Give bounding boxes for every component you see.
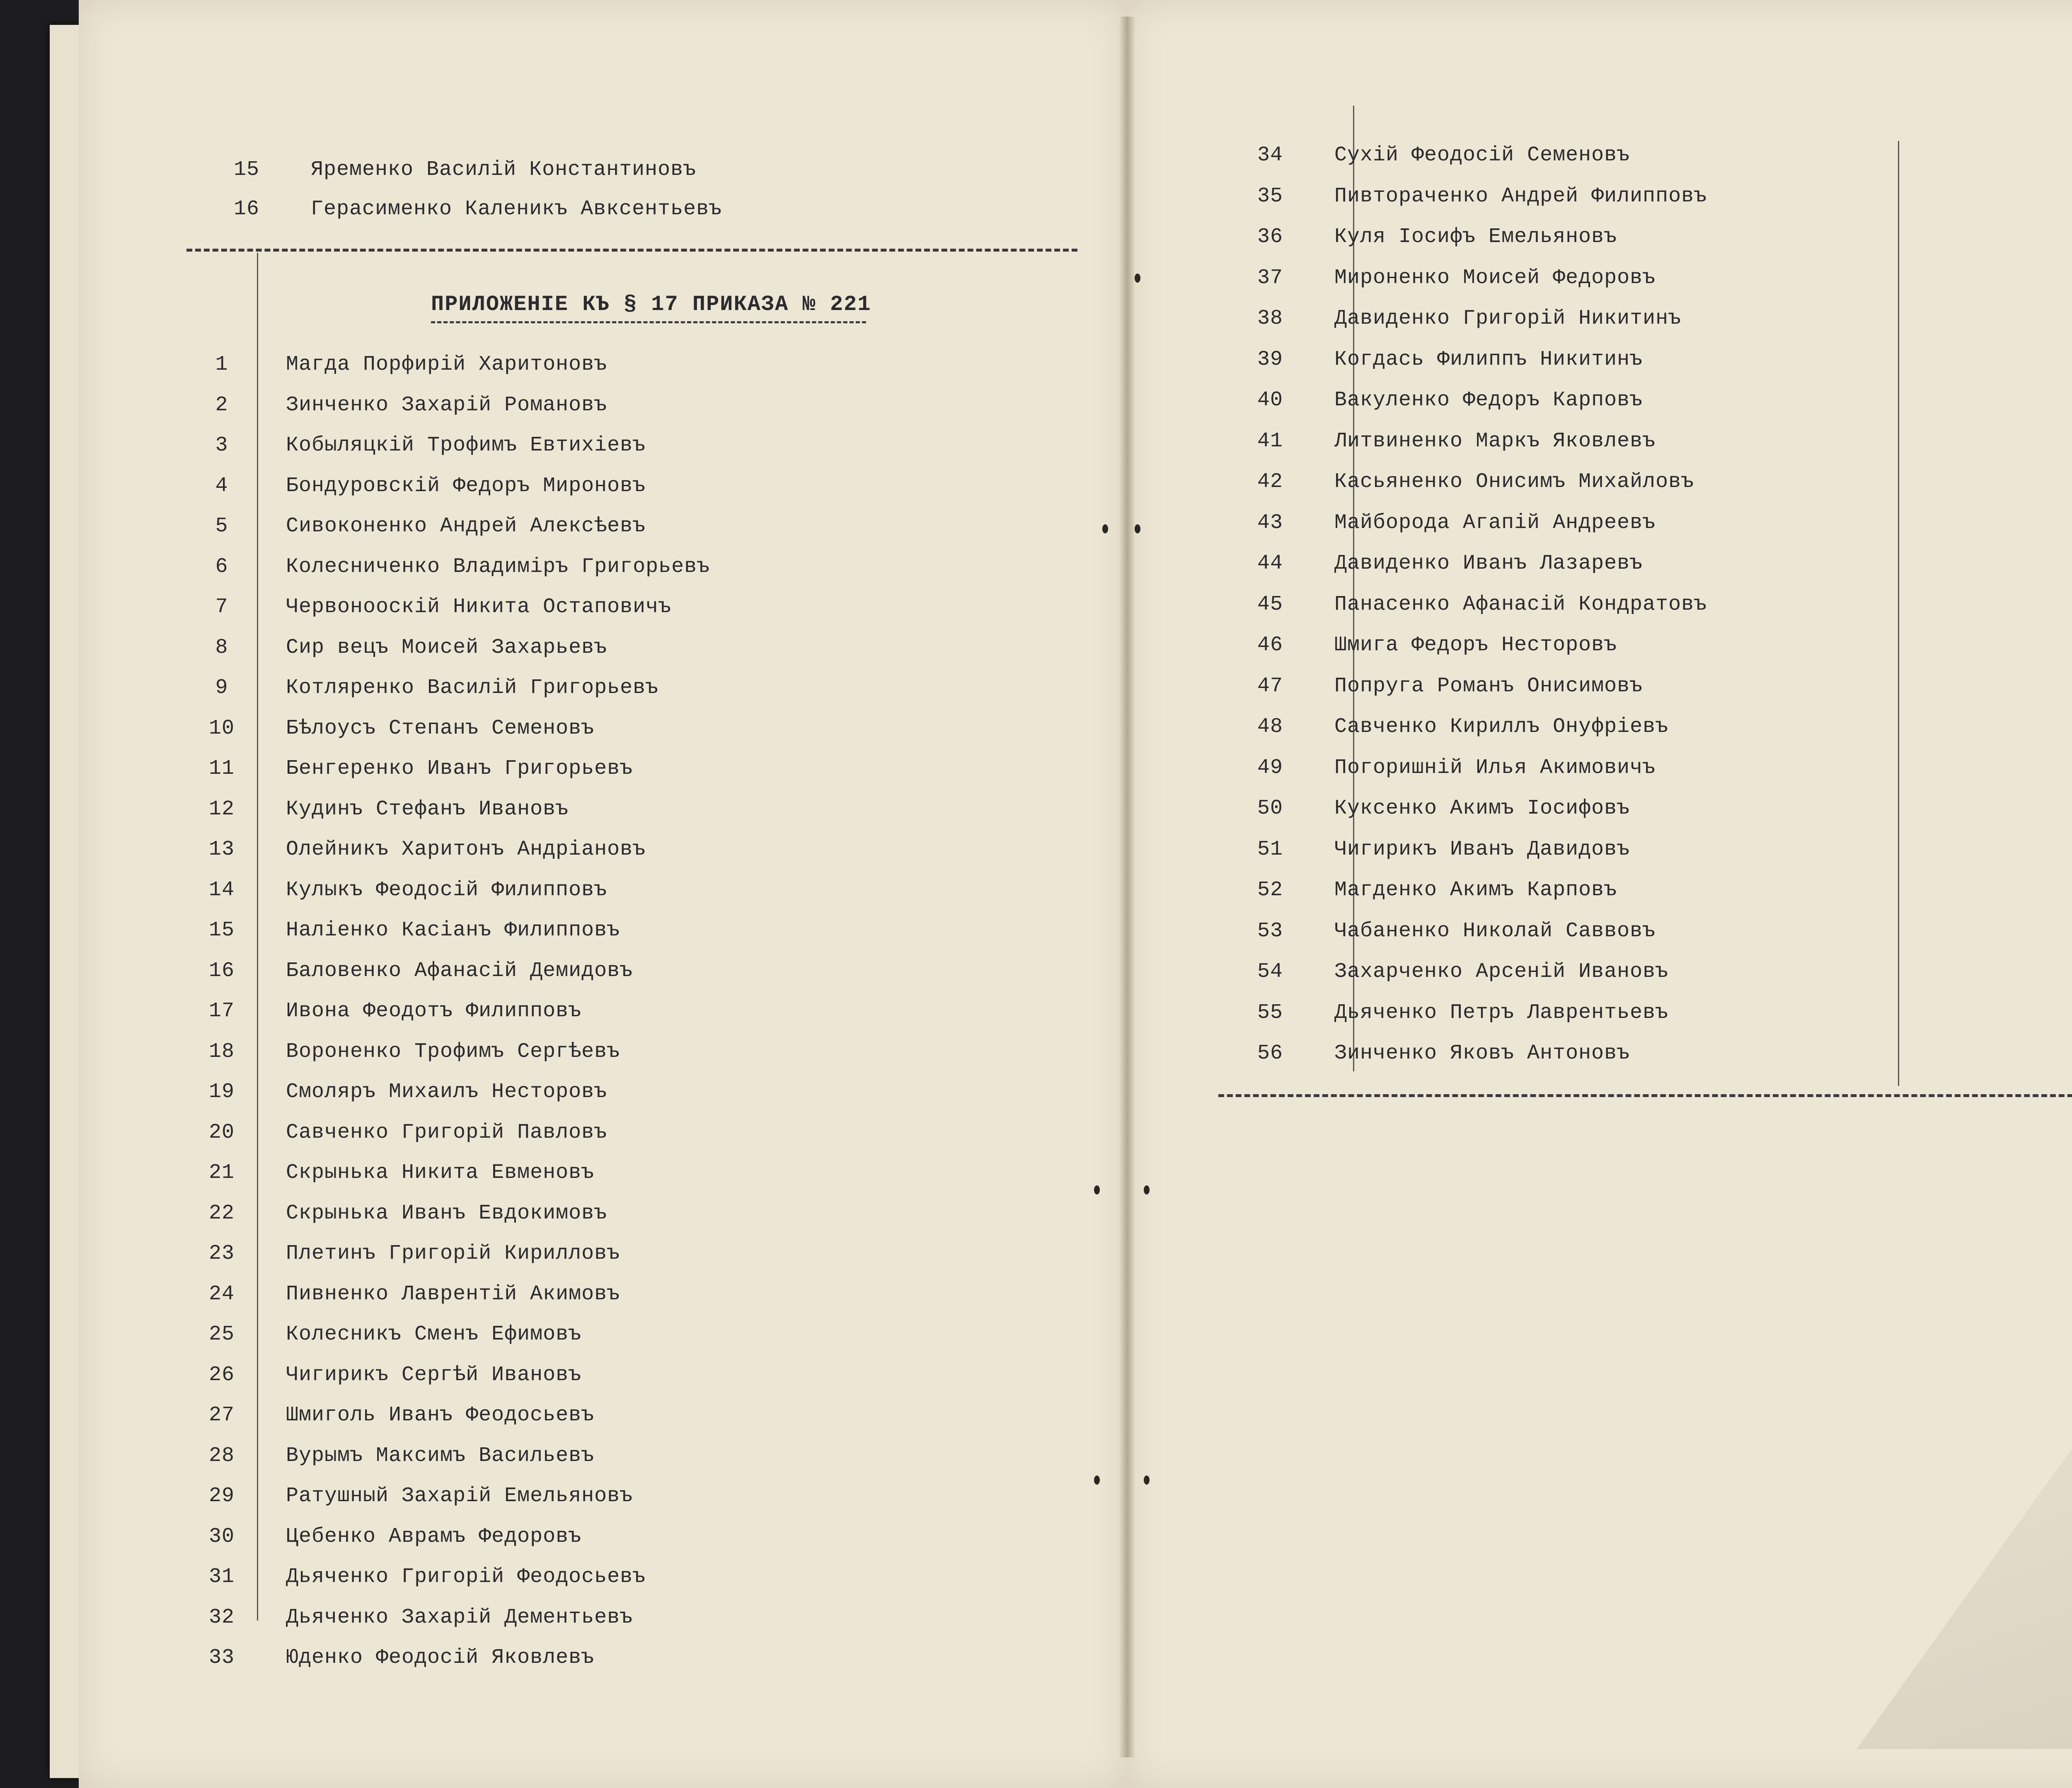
entry-number: 36 [1257, 225, 1283, 249]
entry-number: 7 [215, 595, 228, 619]
entry-name: Пивтораченко Андрей Филипповъ [1334, 184, 1707, 208]
entry-name: Захарченко Арсеній Ивановъ [1334, 960, 1669, 984]
entry-name: Давиденко Григорій Никитинъ [1334, 307, 1682, 330]
entry-number: 46 [1257, 633, 1283, 657]
entry-number: 32 [208, 1605, 235, 1629]
entry-number: 37 [1257, 266, 1283, 290]
entry-number: 19 [208, 1080, 235, 1104]
entry-name: Попруга Романъ Онисимовъ [1334, 674, 1643, 698]
entry-name: Зинченко Захарій Романовъ [286, 393, 608, 417]
entry-number: 4 [215, 474, 228, 498]
entry-name: Зинченко Яковъ Антоновъ [1334, 1042, 1630, 1065]
entry-number: 49 [1257, 756, 1283, 780]
entry-name: Скрынька Иванъ Евдокимовъ [286, 1201, 608, 1225]
entry-number: 18 [208, 1039, 235, 1064]
entry-name: Смоляръ Михаилъ Несторовъ [286, 1080, 608, 1104]
section-separator-left [186, 249, 1077, 252]
entry-name: Дьяченко Григорій Феодосьевъ [286, 1565, 646, 1589]
entry-number: 55 [1257, 1001, 1283, 1025]
entry-number: 15 [208, 918, 235, 942]
entry-name: Когдась Филиппъ Никитинъ [1334, 347, 1643, 371]
entry-name: Яременко Василій Константиновъ [311, 158, 697, 182]
entry-name: Шмиголь Иванъ Феодосьевъ [286, 1403, 595, 1427]
entry-number: 12 [208, 797, 235, 821]
entry-name: Сивоконенко Андрей Алексѣевъ [286, 514, 646, 538]
entry-name: Касьяненко Онисимъ Михайловъ [1334, 470, 1694, 494]
binding-hole [1094, 1185, 1100, 1194]
entry-number: 22 [208, 1201, 235, 1225]
entry-number: 16 [208, 959, 235, 983]
entry-number: 2 [215, 393, 228, 417]
entry-number: 52 [1257, 878, 1283, 902]
entry-number: 35 [1257, 184, 1283, 208]
binding-hole [1135, 274, 1140, 283]
binding-hole [1144, 1475, 1150, 1485]
entry-name: Вакуленко Федоръ Карповъ [1334, 388, 1643, 412]
entry-name: Савченко Григорій Павловъ [286, 1120, 608, 1144]
entry-name: Чигирикъ Сергѣй Ивановъ [286, 1363, 582, 1387]
entry-name: Куксенко Акимъ Іосифовъ [1334, 797, 1630, 820]
entry-name: Герасименко Каленикъ Авксентьевъ [311, 197, 722, 221]
entry-number: 39 [1257, 347, 1283, 371]
entry-number: 9 [215, 676, 228, 700]
entry-number: 56 [1257, 1042, 1283, 1065]
entry-name: Савченко Кириллъ Онуфріевъ [1334, 715, 1669, 739]
entry-number: 53 [1257, 919, 1283, 943]
entry-number: 54 [1257, 960, 1283, 984]
binding-hole [1094, 1475, 1100, 1485]
entry-name: Майборода Агапій Андреевъ [1334, 511, 1656, 535]
entry-number: 3 [215, 434, 228, 457]
entry-number: 34 [1257, 143, 1283, 167]
entry-number: 5 [215, 514, 228, 538]
entry-number: 20 [208, 1120, 235, 1144]
heading-underline [431, 321, 866, 323]
entry-name: Бенгеренко Иванъ Григорьевъ [286, 757, 633, 780]
entry-number: 23 [208, 1242, 235, 1265]
entry-name: Чигирикъ Иванъ Давидовъ [1334, 837, 1630, 861]
entry-name: Шмига Федоръ Несторовъ [1334, 633, 1617, 657]
entry-name: Сир вецъ Моисей Захарьевъ [286, 635, 608, 659]
entry-number: 51 [1257, 837, 1283, 861]
entry-number: 33 [208, 1646, 235, 1669]
entry-number: 50 [1257, 797, 1283, 820]
entry-name: Олейникъ Харитонъ Андріановъ [286, 838, 646, 861]
entry-name: Дьяченко Петръ Лаврентьевъ [1334, 1001, 1669, 1025]
entry-name: Магденко Акимъ Карповъ [1334, 878, 1617, 902]
entry-number: 26 [208, 1363, 235, 1387]
entry-number: 38 [1257, 307, 1283, 330]
entry-name: Дьяченко Захарій Дементьевъ [286, 1605, 633, 1629]
entry-name: Кудинъ Стефанъ Ивановъ [286, 797, 569, 821]
column-rule-right-b [1898, 141, 1899, 1086]
entry-name: Магда Порфирій Харитоновъ [286, 353, 608, 376]
entry-number: 25 [208, 1323, 235, 1346]
entry-number: 21 [208, 1161, 235, 1185]
entry-name: Юденко Феодосій Яковлевъ [286, 1646, 595, 1669]
entry-number: 17 [208, 999, 235, 1023]
entry-number: 27 [208, 1403, 235, 1427]
entry-name: Баловенко Афанасій Демидовъ [286, 959, 633, 983]
column-rule-left [257, 253, 258, 1621]
entry-name: Пивненко Лаврентій Акимовъ [286, 1282, 620, 1306]
entry-name: Червонооскій Никита Остаповичъ [286, 595, 672, 619]
entry-name: Литвиненко Маркъ Яковлевъ [1334, 429, 1656, 453]
entry-name: Скрынька Никита Евменовъ [286, 1161, 595, 1185]
entry-name: Сухій Феодосій Семеновъ [1334, 143, 1630, 167]
entry-name: Ивона Феодотъ Филипповъ [286, 999, 582, 1023]
entry-number: 16 [233, 197, 259, 221]
entry-number: 13 [208, 838, 235, 861]
entry-name: Бондуровскій Федоръ Мироновъ [286, 474, 646, 498]
entry-name: Чабаненко Николай Саввовъ [1334, 919, 1656, 943]
entry-number: 30 [208, 1524, 235, 1548]
entry-name: Колесниченко Владиміръ Григорьевъ [286, 555, 710, 579]
entry-number: 10 [208, 716, 235, 740]
book-spine [1119, 17, 1135, 1757]
binding-hole [1135, 524, 1140, 533]
entry-name: Мироненко Моисей Федоровъ [1334, 266, 1656, 290]
binding-hole [1144, 1185, 1150, 1194]
entry-number: 31 [208, 1565, 235, 1589]
appendix-heading: ПРИЛОЖЕНІЕ КЪ § 17 ПРИКАЗА № 221 [431, 292, 871, 317]
entry-number: 29 [208, 1484, 235, 1508]
entry-name: Колесникъ Сменъ Ефимовъ [286, 1323, 582, 1346]
binding-hole [1102, 524, 1108, 533]
entry-number: 15 [233, 158, 259, 182]
entry-name: Погоришній Илья Акимовичъ [1334, 756, 1656, 780]
entry-number: 24 [208, 1282, 235, 1306]
entry-name: Кобыляцкій Трофимъ Евтихіевъ [286, 434, 646, 457]
entry-name: Кулыкъ Феодосій Филипповъ [286, 878, 608, 902]
section-separator-right [1218, 1094, 2072, 1097]
entry-name: Наліенко Касіанъ Филипповъ [286, 918, 620, 942]
entry-number: 8 [215, 635, 228, 659]
entry-number: 47 [1257, 674, 1283, 698]
entry-number: 43 [1257, 511, 1283, 535]
entry-number: 44 [1257, 552, 1283, 575]
entry-name: Вороненко Трофимъ Сергѣевъ [286, 1039, 620, 1064]
entry-name: Цебенко Аврамъ Федоровъ [286, 1524, 582, 1548]
entry-name: Ратушный Захарій Емельяновъ [286, 1484, 633, 1508]
entry-name: Куля Іосифъ Емельяновъ [1334, 225, 1617, 249]
entry-number: 11 [208, 757, 235, 780]
entry-name: Плетинъ Григорій Кирилловъ [286, 1242, 620, 1265]
entry-number: 48 [1257, 715, 1283, 739]
entry-number: 28 [208, 1444, 235, 1468]
entry-name: Вурымъ Максимъ Васильевъ [286, 1444, 595, 1468]
entry-number: 42 [1257, 470, 1283, 494]
entry-number: 1 [215, 353, 228, 376]
entry-name: Давиденко Иванъ Лазаревъ [1334, 552, 1643, 575]
entry-number: 14 [208, 878, 235, 902]
entry-number: 6 [215, 555, 228, 579]
entry-number: 45 [1257, 592, 1283, 616]
entry-number: 40 [1257, 388, 1283, 412]
entry-name: Панасенко Афанасій Кондратовъ [1334, 592, 1707, 616]
entry-number: 41 [1257, 429, 1283, 453]
entry-name: Бѣлоусъ Степанъ Семеновъ [286, 716, 595, 740]
entry-name: Котляренко Василій Григорьевъ [286, 676, 659, 700]
